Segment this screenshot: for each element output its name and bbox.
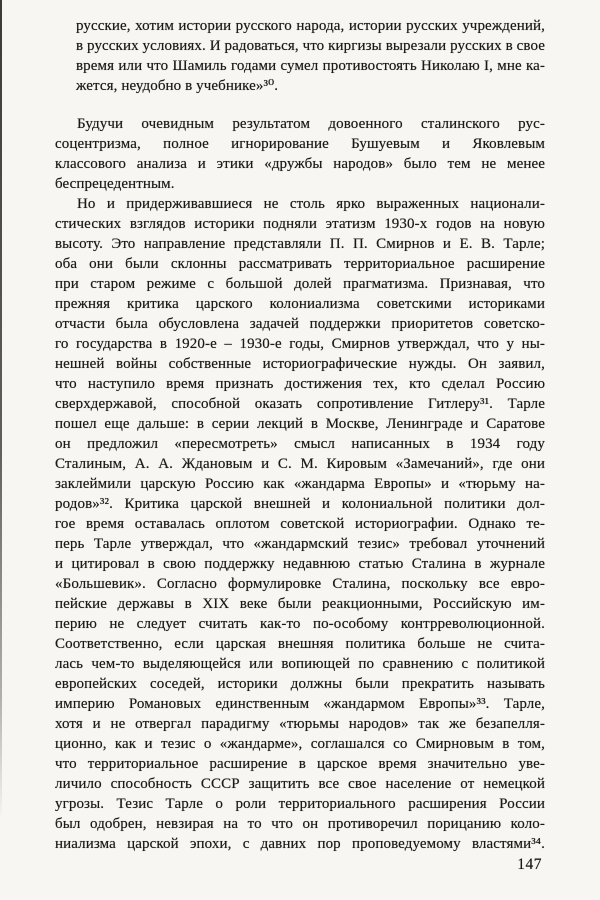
text-line: соцентризма, полное игнорирование Бушуевым и Яковлевым — [55, 136, 545, 152]
text-line: в русских условиях. И радоваться, что киргизы вырезали русских в свое — [76, 38, 545, 54]
text-line: империю Романовых единственным «жандармом Европы»³³. Тарле, — [55, 696, 545, 712]
text-line: хотя и не отвергал парадигму «тюрьмы народов» так же безапелля- — [55, 716, 545, 732]
text-line: пейские державы в XIX веке были реакционными, Российскую им- — [55, 596, 545, 612]
text-line: пошел еще дальше: в серии лекций в Москве, Ленинграде и Саратове — [55, 416, 545, 432]
paragraph — [55, 114, 545, 194]
text-line: отчасти была обусловлена задачей поддержки приоритетов советско- — [55, 316, 545, 332]
text-line: высоту. Это направление представляли П. П. Смирнов и Е. В. Тарле; — [55, 236, 545, 252]
text-line: перию не следует считать как-то по-особому контрреволюционной. — [55, 616, 545, 632]
text-line: Будучи очевидным результатом довоенного сталинского рус- — [77, 116, 545, 132]
text-line: Но и придерживавшиеся не столь ярко выраженных национали- — [77, 196, 545, 212]
text-line: беспрецедентным. — [55, 176, 175, 192]
text-line: сверхдержавой, способной оказать сопротивление Гитлеру³¹. Тарле — [55, 396, 545, 412]
text-line: был одобрен, невзирая на то что он противоречил порицанию коло- — [55, 816, 545, 832]
text-line: личило способность СССР защитить все свое население от немецкой — [55, 776, 545, 792]
text-line: перь Тарле утверждал, что «жандармский тезис» требовал уточнений — [55, 536, 545, 552]
paragraph — [55, 194, 545, 854]
text-line: заклеймили царскую Россию как «жандарма Европы» и «тюрьму на- — [55, 476, 545, 492]
text-line: родов»³². Критика царской внешней и колониальной политики дол- — [55, 496, 545, 512]
text-line: классового анализа и этики «дружбы народов» было тем не менее — [55, 156, 545, 172]
text-line: при старом режиме с большой долей прагматизма. Признавая, что — [55, 276, 545, 292]
text-line: гое время оставалась оплотом советской историографии. Однако те- — [55, 516, 545, 532]
text-line: нешней войны собственные историографические нужды. Он заявил, — [55, 356, 545, 372]
text-line: русские, хотим истории русского народа, истории русских учреждений, — [76, 18, 545, 34]
text-line: ниализма царской эпохи, с давних пор проповедуемому властями³⁴. — [55, 836, 545, 852]
text-line: «Большевик». Согласно формулировке Сталина, поскольку все евро- — [55, 576, 545, 592]
text-line: европейских соседей, историки должны были прекратить называть — [55, 676, 545, 692]
text-line: он предложил «пересмотреть» смысл написанных в 1934 году — [55, 436, 545, 452]
text-line: время или что Шамиль годами сумел противостоять Николаю I, мне ка- — [76, 58, 545, 74]
text-line: Соответственно, если царская внешняя политика больше не счита- — [55, 636, 545, 652]
text-line: Сталиным, А. А. Ждановым и С. М. Кировым «Замечаний», где они — [55, 456, 545, 472]
text-line: оба они были склонны рассматривать территориальное расширение — [55, 256, 545, 272]
text-line: ционно, как и тезис о «жандарме», соглашался со Смирновым в том, — [55, 736, 545, 752]
text-line: прежняя критика царского колониализма советскими историками — [55, 296, 545, 312]
text-line: стических взглядов историки подняли этатизм 1930-х годов на новую — [55, 216, 545, 232]
text-line: что территориальное расширение в царское время значительно уве- — [55, 756, 545, 772]
scan-edge-shadow — [0, 0, 2, 820]
text-line: и цитировал в свою поддержку недавнюю статью Сталина в журнале — [55, 556, 545, 572]
page-number: 147 — [517, 856, 542, 873]
block-quote — [76, 16, 545, 96]
text-line: лась чем-то выделяющейся или вопиющей по сравнению с политикой — [55, 656, 545, 672]
text-column — [55, 16, 545, 854]
text-line: жется, неудобно в учебнике»³⁰. — [76, 78, 279, 94]
text-line: угрозы. Тезис Тарле о роли территориального расширения России — [55, 796, 545, 812]
text-line: го государства в 1920-е – 1930-е годы, Смирнов утверждал, что у ны- — [55, 336, 545, 352]
text-line: что наступило время признать достижения тех, кто сделал Россию — [55, 376, 545, 392]
